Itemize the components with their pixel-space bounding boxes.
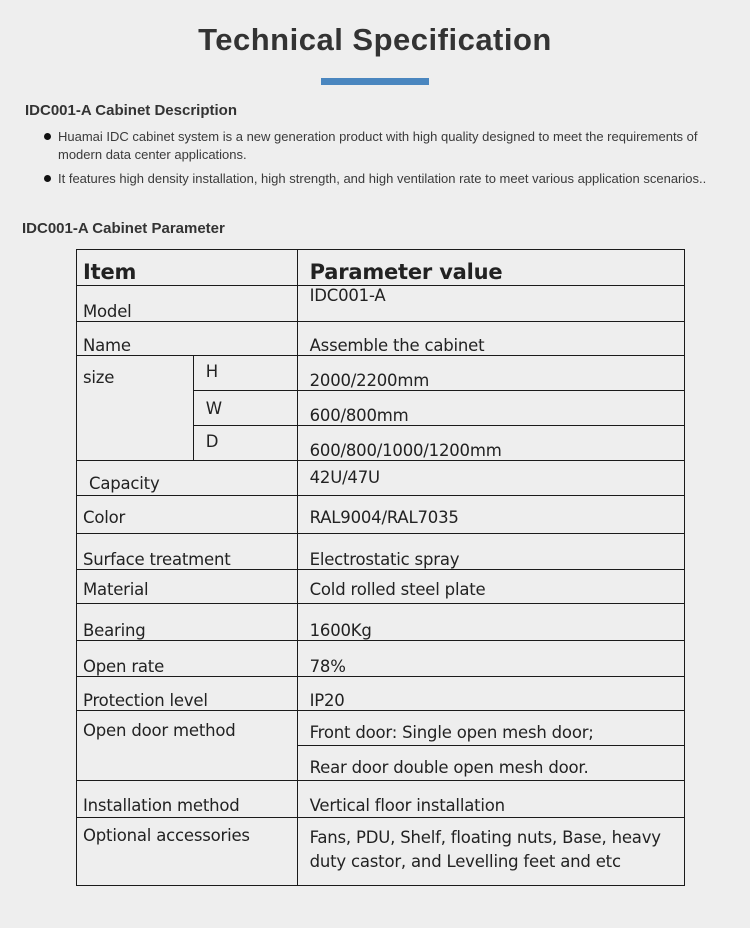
row-label: Material bbox=[77, 570, 298, 604]
table-header-row bbox=[77, 250, 685, 286]
row-value: Front door: Single open mesh door; bbox=[297, 711, 684, 746]
row-label-open-door: Open door method bbox=[77, 711, 298, 781]
row-value: Assemble the cabinet bbox=[297, 322, 684, 356]
row-label: Surface treatment bbox=[77, 534, 298, 570]
row-value: 600/800/1000/1200mm bbox=[297, 426, 684, 461]
row-label-size: size bbox=[77, 356, 194, 461]
size-sub-label-h: H bbox=[193, 356, 297, 391]
row-value: 600/800mm bbox=[297, 391, 684, 426]
row-value: Rear door double open mesh door. bbox=[297, 746, 684, 781]
table-row-bearing bbox=[77, 604, 685, 641]
row-label: Installation method bbox=[77, 781, 298, 818]
table-row-name bbox=[77, 322, 685, 356]
header-parameter-value: Parameter value bbox=[297, 250, 684, 286]
table-row-open-door-front bbox=[77, 711, 685, 746]
row-value: Electrostatic spray bbox=[297, 534, 684, 570]
row-value: Vertical floor installation bbox=[297, 781, 684, 818]
title-underline-divider bbox=[321, 78, 429, 85]
bullet-item bbox=[44, 170, 744, 188]
description-heading: IDC001-A Cabinet Description bbox=[25, 102, 237, 119]
row-value: 2000/2200mm bbox=[297, 356, 684, 391]
row-value: IP20 bbox=[297, 677, 684, 711]
row-label: Name bbox=[77, 322, 298, 356]
bullet-item bbox=[44, 128, 744, 164]
bullet-dot-icon bbox=[44, 133, 51, 140]
table-row-surface-treatment bbox=[77, 534, 685, 570]
bullet-dot-icon bbox=[44, 175, 51, 182]
bullet-text: Huamai IDC cabinet system is a new generation product with high quality designed to meet the requirements of modern data center applications. bbox=[58, 129, 698, 162]
row-value: Cold rolled steel plate bbox=[297, 570, 684, 604]
row-label: Open rate bbox=[77, 641, 298, 677]
description-bullet-list bbox=[44, 128, 744, 194]
bullet-text: It features high density installation, high strength, and high ventilation rate to meet various application scenarios.. bbox=[58, 171, 707, 186]
row-label: Model bbox=[77, 286, 298, 322]
row-value: 42U/47U bbox=[297, 461, 684, 496]
row-value: RAL9004/RAL7035 bbox=[297, 496, 684, 534]
table-row-material bbox=[77, 570, 685, 604]
table-row-size-h bbox=[77, 356, 685, 391]
size-sub-label-d: D bbox=[193, 426, 297, 461]
parameter-heading: IDC001-A Cabinet Parameter bbox=[22, 220, 225, 237]
row-label: Bearing bbox=[77, 604, 298, 641]
table-row-capacity bbox=[77, 461, 685, 496]
row-value: 1600Kg bbox=[297, 604, 684, 641]
row-value: Fans, PDU, Shelf, floating nuts, Base, heavy duty castor, and Levelling feet and etc bbox=[297, 818, 684, 886]
parameter-table bbox=[76, 249, 685, 886]
table-row-accessories bbox=[77, 818, 685, 886]
row-value: 78% bbox=[297, 641, 684, 677]
table-row-model bbox=[77, 286, 685, 322]
header-item: Item bbox=[77, 250, 298, 286]
page-title: Technical Specification bbox=[198, 22, 552, 57]
row-label: Optional accessories bbox=[77, 818, 298, 886]
table-row-installation bbox=[77, 781, 685, 818]
row-label: Capacity bbox=[77, 461, 298, 496]
row-label: Color bbox=[77, 496, 298, 534]
table-row-color bbox=[77, 496, 685, 534]
size-sub-label-w: W bbox=[193, 391, 297, 426]
row-value: IDC001-A bbox=[297, 286, 684, 322]
row-label: Protection level bbox=[77, 677, 298, 711]
table-row-protection-level bbox=[77, 677, 685, 711]
table-row-open-rate bbox=[77, 641, 685, 677]
